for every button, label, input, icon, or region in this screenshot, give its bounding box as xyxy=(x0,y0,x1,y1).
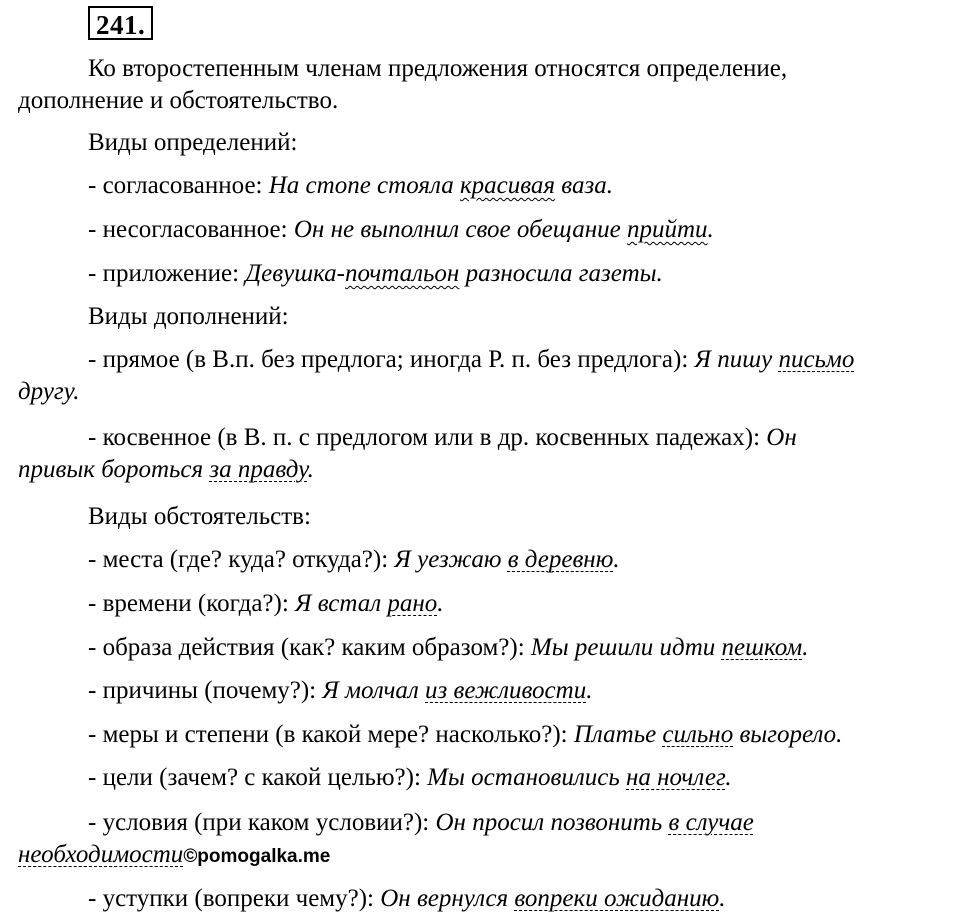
underlined-member: необходимости xyxy=(18,841,184,868)
underlined-member: почтальон xyxy=(345,260,460,287)
item-label: - цели (зачем? с какой целью?): xyxy=(88,764,428,791)
object-item-indirect-continued: привык бороться за правду. xyxy=(18,456,314,483)
item-label: - причины (почему?): xyxy=(88,677,323,704)
exercise-number: 241. xyxy=(88,6,153,40)
circumstance-item-condition-continued xyxy=(18,840,954,872)
circumstance-item-condition xyxy=(88,808,954,838)
item-label: - косвенное (в В. п. с предлогом или в др. косвенных падежах): xyxy=(88,424,767,451)
example-text: Я встал рано. xyxy=(295,590,444,617)
item-label: - несогласованное: xyxy=(88,216,294,243)
watermark-text: ©pomogalka.me xyxy=(183,846,331,867)
circumstance-item-cause xyxy=(88,676,954,706)
example-text: Мы остановились на ночлег. xyxy=(427,764,732,791)
object-item-indirect xyxy=(88,423,954,453)
example-text: Платье сильно выгорело. xyxy=(573,721,843,748)
item-label: - условия (при каком условии?): xyxy=(88,809,436,836)
item-label: - прямое (в В.п. без предлога; иногда Р. п. без предлога): xyxy=(88,346,695,373)
item-label: - меры и степени (в какой мере? насколько?): xyxy=(88,721,574,748)
definitions-heading: Виды определений: xyxy=(88,129,298,156)
underlined-member: рано xyxy=(387,590,438,617)
circumstance-item-manner xyxy=(88,633,954,663)
underlined-member: за правду xyxy=(209,456,308,483)
example-text: Он вернулся вопреки ожиданию. xyxy=(380,885,726,912)
underlined-member: сильно xyxy=(662,721,734,748)
definition-item-apposition xyxy=(88,259,954,289)
objects-heading: Виды дополнений: xyxy=(88,303,289,330)
example-text: Я молчал из вежливости. xyxy=(322,677,593,704)
circumstance-item-degree xyxy=(88,720,954,750)
underlined-member: вопреки ожиданию xyxy=(514,885,720,912)
intro-line-2: дополнение и обстоятельство. xyxy=(18,87,339,114)
item-label: - времени (когда?): xyxy=(88,590,296,617)
object-item-direct-continued: другу. xyxy=(18,378,80,405)
definition-item-nonagreed xyxy=(88,215,954,245)
item-label: - согласованное: xyxy=(88,172,269,199)
item-label: - места (где? куда? откуда?): xyxy=(88,546,395,573)
underlined-member: в деревню xyxy=(507,546,614,573)
underlined-member: на ночлег xyxy=(626,764,726,791)
example-text: Он xyxy=(766,424,797,451)
item-label: - образа действия (как? каким образом?): xyxy=(88,634,531,661)
circumstances-heading: Виды обстоятельств: xyxy=(88,503,311,530)
example-text: Мы решили идти пешком. xyxy=(530,634,809,661)
underlined-member: пешком xyxy=(721,634,803,661)
example-text: Он просил позвонить в случае xyxy=(435,809,754,836)
underlined-member: письмо xyxy=(778,346,855,373)
circumstance-item-purpose xyxy=(88,763,954,793)
underlined-member: в случае xyxy=(668,809,754,836)
example-text: Я пишу письмо xyxy=(694,346,855,373)
example-text: На стопе стояла красивая ваза. xyxy=(268,172,613,199)
example-text: Я уезжаю в деревню. xyxy=(394,546,620,573)
intro-line-1: Ко второстепенным членам предложения относятся определение, xyxy=(88,55,788,82)
circumstance-item-concession xyxy=(88,884,954,914)
example-text: Девушка-почтальон разносила газеты. xyxy=(245,260,663,287)
item-label: - уступки (вопреки чему?): xyxy=(88,885,381,912)
item-label: - приложение: xyxy=(88,260,246,287)
underlined-member: прийти xyxy=(626,216,708,243)
underlined-member: из вежливости xyxy=(425,677,587,704)
circumstance-item-time xyxy=(88,589,954,619)
underlined-member: красивая xyxy=(459,172,556,199)
circumstance-item-place xyxy=(88,545,954,575)
object-item-direct xyxy=(88,345,954,375)
definition-item-agreed xyxy=(88,171,954,201)
example-text: Он не выполнил свое обещание прийти. xyxy=(293,216,714,243)
